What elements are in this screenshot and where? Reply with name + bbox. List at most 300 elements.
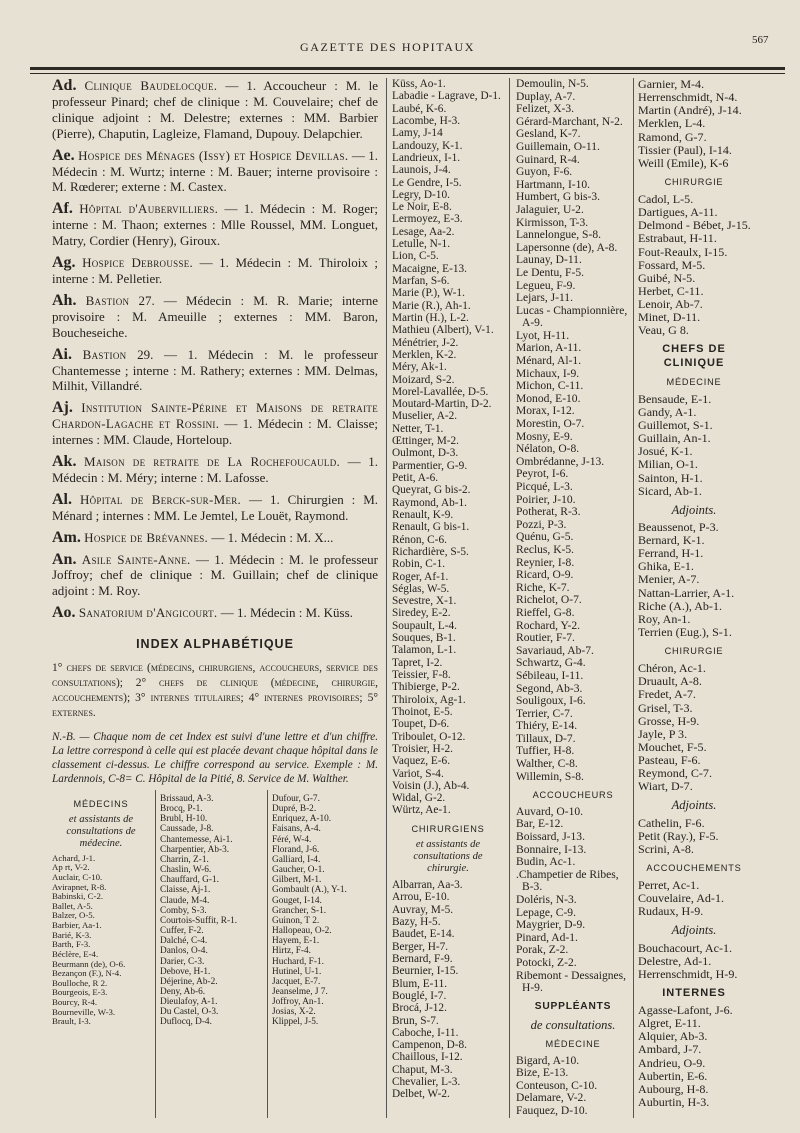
index-entry: Parmentier, G-9. <box>392 459 468 472</box>
index-entry: Jayle, P 3. <box>638 726 688 741</box>
index-entry: Porak, Z-2. <box>516 944 569 957</box>
index-entry: Danlos, O-4. <box>160 946 208 957</box>
index-entry: Caussade, J-8. <box>160 824 214 835</box>
index-entry: Bensaude, E-1. <box>638 391 712 406</box>
index-entry: Siredey, E-2. <box>392 607 451 620</box>
index-entry: Le Noir, E-8. <box>392 201 452 214</box>
index-entry: Schwartz, G-4. <box>516 657 586 670</box>
index-entry: Milian, O-1. <box>638 457 698 472</box>
index-entry: Picqué, L-3. <box>516 481 573 493</box>
service-code: Af. <box>52 200 73 218</box>
index-entry: Brun, S-7. <box>392 1014 439 1027</box>
service-staff: — 1. Médecin : M. Thiroloix ; interne : M. Pelletier. <box>52 255 378 286</box>
index-entry: Rieffel, G-8. <box>516 606 575 619</box>
index-entry: Babinski, C-2. <box>52 891 104 902</box>
index-note-text: N.-B. — Chaque nom de cet Index est suivi d'une lettre et d'un chiffre. La lettre correspond à celle qui est placée devant chaque hôpital dans le classement ci-dessus. Le chiffre correspond au service. Exemple : M. Lardennois, C-8= C. Hôpital de la Pitié, 8. Service de M. Walther. <box>52 731 378 785</box>
index-entry: Guinon, T 2. <box>272 915 320 926</box>
index-entry: Duflocq, D-4. <box>160 1017 212 1028</box>
index-entry: Blum, E-11. <box>392 977 448 990</box>
index-entry: Letulle, N-1. <box>392 238 451 251</box>
index-entry: Thiroloix, Ag-1. <box>392 693 466 706</box>
index-entry: Sicard, Ab-1. <box>638 483 702 498</box>
index-entry: Bigard, A-10. <box>516 1054 580 1067</box>
index-entry: Campenon, D-8. <box>392 1039 467 1052</box>
index-entry: Claude, M-4. <box>160 895 210 906</box>
index-entry: Demoulin, N-5. <box>516 78 589 90</box>
index-entry: Guillemot, S-1. <box>638 418 713 432</box>
index-entry: Fauquez, D-10. <box>516 1104 588 1117</box>
index-entry: Maygrier, D-9. <box>516 919 586 932</box>
index-entry: Charrin, Z-1. <box>160 854 209 865</box>
index-entry: Peyrot, I-6. <box>516 468 569 481</box>
index-entry: Joffroy, An-1. <box>272 997 324 1008</box>
service-code: Ak. <box>52 453 77 471</box>
service-entry <box>52 293 378 341</box>
institution-name: Bastion <box>85 292 130 308</box>
index-entry: Felizet, X-3. <box>516 103 575 116</box>
index-entry: Dufour, G-7. <box>272 794 320 804</box>
index-entry: Veau, G 8. <box>638 323 689 338</box>
index-entry: Œttinger, M-2. <box>392 435 460 448</box>
header-rule-thin <box>30 73 785 74</box>
index-entry: Budin, Ac-1. <box>516 856 576 869</box>
index-entry: Beurmann (de), O-6. <box>52 958 126 969</box>
index-entry: Le Dentu, F-5. <box>516 266 584 279</box>
index-entry: Du Castel, O-3. <box>160 1007 219 1018</box>
index-entry: Aubourg, H-8. <box>638 1081 709 1096</box>
index-entry: Pinard, Ad-1. <box>516 931 578 944</box>
index-subheading: Adjoints. <box>671 798 717 813</box>
index-entry: Grancher, S-1. <box>272 905 327 916</box>
index-entry: Soupault, L-4. <box>392 619 457 632</box>
index-entry: Avirapnet, R-8. <box>52 881 107 892</box>
index-entry: Reclus, K-5. <box>516 543 575 556</box>
index-column-6 <box>638 78 750 1109</box>
index-entry: Lion, C-5. <box>392 250 439 263</box>
index-entry: Bourgeois, E-3. <box>52 987 108 998</box>
institution-name: Bastion <box>82 346 127 362</box>
index-section-heading: CHIRURGIE <box>664 646 724 656</box>
index-entry: Lejars, J-11. <box>516 292 573 305</box>
index-section-heading: MÉDECINE <box>545 1038 601 1049</box>
index-entry: Robin, C-1. <box>392 558 446 571</box>
column-rule <box>509 78 510 1118</box>
index-entry: Muselier, A-2. <box>392 410 458 423</box>
index-entry: Ombrédanne, J-13. <box>516 455 605 468</box>
index-section-heading: ACCOUCHEMENTS <box>646 862 742 873</box>
index-entry: Potocki, Z-2. <box>516 956 577 969</box>
index-entry: Quénu, G-5. <box>516 531 574 544</box>
index-entry: Brissaud, A-3. <box>160 794 214 804</box>
index-entry: Josias, X-2. <box>272 1007 316 1018</box>
institution-name: Asile Sainte-Anne. <box>81 551 191 567</box>
index-entry: Comby, S-3. <box>160 905 207 916</box>
index-entry: Brault, I-3. <box>52 1016 91 1027</box>
index-entry: Gérard-Marchant, N-2. <box>516 115 623 128</box>
index-entry: Morestin, O-7. <box>516 418 585 431</box>
index-entry: Lesage, Aa-2. <box>392 225 455 238</box>
index-subheading: Adjoints. <box>671 923 717 938</box>
index-entry: Weill (Emile), K-6 <box>638 155 729 170</box>
index-entry: Richelot, O-7. <box>516 594 582 607</box>
institution-name: Clinique Baudelocque. <box>84 78 218 93</box>
index-entry: Lapersonne (de), A-8. <box>516 241 618 254</box>
index-entry: Segond, Ab-3. <box>516 682 583 695</box>
index-entry: Mouchet, F-5. <box>638 739 707 754</box>
index-entry: Guillemain, O-11. <box>516 140 600 153</box>
service-code: Am. <box>52 528 81 546</box>
service-entry <box>52 605 378 621</box>
index-entry: Lannelongue, S-8. <box>516 229 601 242</box>
index-entry: Arrou, E-10. <box>392 891 450 904</box>
index-entry: Ferrand, H-1. <box>638 546 704 561</box>
institution-name: Hôpital de Berck-sur-Mer. <box>79 491 242 507</box>
index-entry: Gesland, K-7. <box>516 128 581 141</box>
service-entry <box>52 347 378 395</box>
index-entry: Queyrat, G bis-2. <box>392 484 471 497</box>
index-entry: Dartigues, A-11. <box>638 205 718 220</box>
index-entry: Rénon, C-6. <box>392 533 447 546</box>
index-entry: Herrenschmidt, N-4. <box>638 90 738 105</box>
index-section-heading: CHEFS DE CLINIQUE <box>662 343 726 369</box>
index-entry: Moizard, S-2. <box>392 373 455 386</box>
index-entry: Delamare, V-2. <box>516 1092 587 1105</box>
index-entry: Barié, K-3. <box>52 929 92 940</box>
index-entry: Estrabaut, H-11. <box>638 231 717 246</box>
index-entry: Barth, F-3. <box>52 939 91 950</box>
index-entry: Merklen, K-2. <box>392 348 457 361</box>
index-entry: Gaucher, O-1. <box>272 865 325 876</box>
service-code: An. <box>52 550 77 568</box>
index-entry: Alquier, Ab-3. <box>638 1029 708 1044</box>
index-entry: Oulmont, D-3. <box>392 447 459 460</box>
service-staff: — 1. Médecin : M. Küss. <box>217 605 353 621</box>
index-entry: Potherat, R-3. <box>516 506 581 519</box>
index-section-heading: CHIRURGIE <box>664 176 724 187</box>
index-entry: Lacombe, H-3. <box>392 114 461 127</box>
index-entry: Barbier, Aa-1. <box>52 920 102 930</box>
index-entry: Delbet, W-2. <box>392 1088 450 1101</box>
index-entry: Agasse-Lafont, J-6. <box>638 1003 733 1017</box>
index-entry: Ballet, A-5. <box>52 900 93 911</box>
index-entry: Willemin, S-8. <box>516 770 584 783</box>
index-entry: Martin (H.), L-2. <box>392 311 469 324</box>
institution-name: Institution Sainte-Périne et Maisons de retraite Chardon-Lagache et Rossini. <box>52 400 378 432</box>
index-entry: Terrier, C-7. <box>516 707 573 720</box>
index-entry: Teissier, F-8. <box>392 669 451 681</box>
service-staff: — 1. Médecin : M. le professeur Joffroy; chef de clinique : M. Guillain; chef de clinique adjoint : M. Roy. <box>52 551 378 599</box>
page-number: 567 <box>752 34 769 46</box>
index-entry: Hartmann, I-10. <box>516 178 591 191</box>
index-entry: Delmond - Bébet, J-15. <box>638 218 751 233</box>
index-entry: Roger, Af-1. <box>392 570 449 583</box>
index-section-heading: MÉDECINS <box>73 799 129 809</box>
index-entry: Scrini, A-8. <box>638 841 694 856</box>
institution-name: Sanatorium d'Angicourt. <box>78 605 218 621</box>
index-entry: Bazy, H-5. <box>392 916 441 928</box>
index-subheading: Adjoints. <box>671 502 717 517</box>
index-entry: Hayem, E-1. <box>272 936 320 947</box>
index-entry: .Champetier de Ribes, B-3. <box>516 868 619 894</box>
service-code: Ah. <box>52 291 77 309</box>
index-subheading: de consultations. <box>530 1018 616 1033</box>
services-column <box>52 78 378 786</box>
index-entry: Humbert, G bis-3. <box>516 191 601 204</box>
index-entry: Gilbert, M-1. <box>272 875 322 886</box>
index-legend: 1° chefs de service (médecins, chirurgiens, accoucheurs, service des consultations); 2° chefs de clinique (médecine, chirurgie, accouchements); 3° internes titulaires; 4° internes provisoires; 5° externes. <box>52 662 378 720</box>
index-entry: Enriquez, A-10. <box>272 814 332 825</box>
index-entry: Le Gendre, I-5. <box>392 176 462 189</box>
index-entry: Albarran, Aa-3. <box>392 879 463 892</box>
index-entry: Huchard, F-1. <box>272 956 324 967</box>
index-column-2 <box>160 794 266 1028</box>
index-entry: Marion, A-11. <box>516 342 582 355</box>
index-entry: Faisans, A-4. <box>272 824 321 835</box>
index-entry: Chaput, M-3. <box>392 1063 453 1076</box>
column-rule <box>267 790 268 1118</box>
index-entry: Tapret, I-2. <box>392 656 443 669</box>
index-entry: Brocá, J-12. <box>392 1002 447 1015</box>
index-entry: Duplay, A-7. <box>516 90 576 103</box>
index-entry: Minet, D-11. <box>638 310 701 325</box>
service-entry <box>52 552 378 600</box>
index-entry: Bonnaire, I-13. <box>516 843 587 856</box>
index-entry: Sébileau, I-11. <box>516 669 584 682</box>
index-entry: Darier, C-3. <box>160 956 205 967</box>
index-entry: Gouget, I-14. <box>272 895 322 906</box>
index-entry: Souligoux, I-6. <box>516 695 586 708</box>
index-entry: Bouchacourt, Ac-1. <box>638 940 733 955</box>
index-entry: Bourneville, W-3. <box>52 1006 116 1017</box>
index-entry: Ghika, E-1. <box>638 559 694 574</box>
index-entry: Doléris, N-3. <box>516 894 577 906</box>
index-entry: Ramond, G-7. <box>638 129 707 144</box>
index-entry: Menier, A-7. <box>638 572 700 587</box>
index-entry: Widal, G-2. <box>392 792 446 805</box>
index-entry: Riche (A.), Ab-1. <box>638 598 722 613</box>
index-entry: Brubl, H-10. <box>160 814 208 825</box>
index-entry: Richardière, S-5. <box>392 545 469 558</box>
index-entry: Bernard, F-9. <box>392 952 453 965</box>
index-entry: Claisse, Aj-1. <box>160 885 211 896</box>
index-entry: Souques, B-1. <box>392 632 456 645</box>
index-entry: Ménétrier, J-2. <box>392 336 459 349</box>
index-entry: Dupré, B-2. <box>272 804 317 815</box>
index-entry: Cadol, L-5. <box>638 192 694 206</box>
index-entry: Algret, E-11. <box>638 1016 701 1031</box>
index-column-5 <box>516 78 630 1118</box>
index-entry: Herbet, C-11. <box>638 283 704 298</box>
index-entry: Monod, E-10. <box>516 392 581 405</box>
column-rule <box>155 790 156 1118</box>
index-entry: Chauffard, G-1. <box>160 875 219 886</box>
index-entry: Pozzi, P-3. <box>516 518 567 531</box>
index-entry: Ménard, Al-1. <box>516 355 582 368</box>
index-entry: Galliard, I-4. <box>272 854 321 865</box>
index-entry: Triboulet, O-12. <box>392 730 466 743</box>
index-entry: Guinard, R-4. <box>516 153 580 166</box>
index-entry: Ap rt, V-2. <box>52 862 90 873</box>
index-entry: Aubertin, E-6. <box>638 1068 708 1083</box>
index-entry: Landouzy, K-1. <box>392 139 463 152</box>
index-entry: Druault, A-8. <box>638 674 702 689</box>
index-entry: Debove, H-1. <box>160 966 211 977</box>
index-entry: Guibé, N-5. <box>638 270 696 285</box>
service-staff: — 1. Médecin : M. Méry; interne : M. Lafosse. <box>52 454 378 485</box>
index-entry: Berger, H-7. <box>392 940 449 953</box>
index-entry: Tuffier, H-8. <box>516 745 575 758</box>
index-entry: Guillain, An-1. <box>638 431 711 446</box>
service-entry <box>52 530 378 546</box>
index-entry: Charpentier, Ab-3. <box>160 844 230 855</box>
index-entry: Morax, I-12. <box>516 405 575 418</box>
index-section-heading: MÉDECINE <box>666 376 722 387</box>
index-entry: Macaigne, E-13. <box>392 262 467 275</box>
service-code: Al. <box>52 490 72 508</box>
index-entry: Tillaux, D-7. <box>516 732 576 745</box>
index-entry: Bezançon (F.), N-4. <box>52 968 122 979</box>
index-entry: Auclair, C-10. <box>52 871 103 882</box>
index-entry: Déjerine, Ab-2. <box>160 976 218 987</box>
index-entry: Martin (André), J-14. <box>638 103 742 118</box>
index-entry: Walther, C-8. <box>516 758 578 771</box>
index-entry: Ambard, J-7. <box>638 1042 702 1057</box>
service-staff: — 1. Médecin : M. Roger; interne : M. Thaon; externes : Mlle Roussel, MM. Longuet, Matry, Cordier (Henry), Giroux. <box>52 201 379 249</box>
index-entry: Fredet, A-7. <box>638 687 696 702</box>
index-entry: Séglas, W-5. <box>392 582 450 595</box>
index-entry: Michaux, I-9. <box>516 367 580 380</box>
index-entry: Renault, K-9. <box>392 508 454 521</box>
index-entry: Beurnier, I-15. <box>392 965 459 978</box>
index-entry: Deny, Ab-6. <box>160 986 206 997</box>
index-note <box>52 731 378 786</box>
index-entry: Thibierge, P-2. <box>392 681 460 694</box>
index-entry: Auvard, O-10. <box>516 805 584 818</box>
index-entry: Reymond, C-7. <box>638 766 712 781</box>
service-staff: — 1. Médecin : M. X... <box>208 529 334 545</box>
institution-name: Hospice Debrousse. <box>82 255 194 271</box>
index-entry: Klippel, J-5. <box>272 1017 319 1028</box>
index-entry: Bouglé, I-7. <box>392 989 447 1002</box>
index-entry: Reynier, I-8. <box>516 556 575 569</box>
index-entry: Auvray, M-5. <box>392 903 454 916</box>
index-entry: Féré, W-4. <box>272 834 312 845</box>
service-entry <box>52 454 378 486</box>
index-entry: Caboche, I-11. <box>392 1026 459 1039</box>
index-entry: Bourcy, R-4. <box>52 997 98 1007</box>
service-entry <box>52 78 378 142</box>
index-entry: Würtz, Ae-1. <box>392 804 451 817</box>
index-entry: Voisin (J.), Ab-4. <box>392 779 470 792</box>
index-entry: Hirtz, F-4. <box>272 946 311 957</box>
index-entry: Boulloche, R 2. <box>52 977 108 988</box>
index-entry: Cathelin, F-6. <box>638 815 705 830</box>
index-entry: Grosse, H-9. <box>638 713 700 728</box>
index-entry: Launay, D-11. <box>516 254 582 267</box>
index-entry: Merklen, L-4. <box>638 116 706 131</box>
index-entry: Küss, Ao-1. <box>392 78 446 90</box>
index-entry: Hallopeau, O-2. <box>272 926 332 937</box>
index-entry: Morel-Lavallée, D-5. <box>392 385 489 398</box>
index-entry: Courtois-Suffit, R-1. <box>160 915 238 926</box>
running-head: GAZETTE DES HOPITAUX <box>300 40 476 54</box>
index-entry: Nattan-Larrier, A-1. <box>638 585 735 600</box>
index-entry: Delestre, Ad-1. <box>638 953 712 968</box>
services-list <box>52 78 378 621</box>
index-entry: Hutinel, U-1. <box>272 966 322 977</box>
index-entry: Kirmisson, T-3. <box>516 216 589 229</box>
index-entry: Lermoyez, E-3. <box>392 213 463 226</box>
column-rule <box>633 78 634 1118</box>
index-entry: Terrien (Eug.), S-1. <box>638 624 732 639</box>
index-entry: Moutard-Martin, D-2. <box>392 398 492 411</box>
index-entry: Thiéry, E-14. <box>516 720 578 733</box>
index-entry: Landrieux, I-1. <box>392 151 461 164</box>
index-entry: Béclère, E-4. <box>52 948 99 959</box>
index-section-heading: ACCOUCHEURS <box>532 790 614 801</box>
index-entry: Florand, J-6. <box>272 844 320 855</box>
index-entry: Lyot, H-11. <box>516 329 570 342</box>
service-entry <box>52 255 378 287</box>
index-entry: Chevalier, L-3. <box>392 1076 461 1089</box>
index-entry: Lenoir, Ab-7. <box>638 297 703 311</box>
index-entry: Fout-Reaulx, I-15. <box>638 244 728 259</box>
index-entry: Dieulafoy, A-1. <box>160 997 218 1008</box>
service-entry <box>52 148 378 196</box>
service-staff: — 1. Accoucheur : M. le professeur Pinard; chef de clinique : M. Couvelaire; chef de clinique adjoint : M. Delestre; externes : MM. Barbier (Pierre), Chaputin, Lagleize, Flamand, Dupouy. Delapchier. <box>52 78 379 141</box>
index-entry: Chaillous, I-12. <box>392 1051 463 1064</box>
index-entry: Guyon, F-6. <box>516 166 573 179</box>
service-staff: 27. — Médecin : M. R. Marie; interne provisoire : M. Ameuille ; externes : MM. Baron, Boucheseiche. <box>52 292 378 340</box>
index-entry: Marfan, S-6. <box>392 275 450 287</box>
service-code: Ai. <box>52 345 72 363</box>
index-title: INDEX ALPHABÉTIQUE <box>136 637 294 652</box>
service-staff: 29. — 1. Médecin : M. le professeur Chantemesse ; interne : M. Rathery; externes : MM. Delmas, Milhit, Villandré. <box>52 346 379 394</box>
index-column-3 <box>272 794 382 1028</box>
service-staff: — 1. Chirurgien : M. Ménard ; internes : MM. Le Jemtel, Le Louët, Raymond. <box>52 491 379 523</box>
index-entry: Marie (P.), W-1. <box>392 287 465 300</box>
index-entry: Chantemesse, Ai-1. <box>160 834 233 845</box>
index-section-heading: SUPPLÉANTS <box>534 1000 612 1012</box>
header-rule-thick <box>30 67 785 70</box>
index-entry: Labadie - Lagrave, D-1. <box>392 90 501 103</box>
index-entry: Launois, J-4. <box>392 164 451 177</box>
institution-name: Hospice des Ménages (Issy) et Hospice Devillas. <box>78 147 349 163</box>
index-entry: Méry, Ak-1. <box>392 361 447 374</box>
index-entry: Legueu, F-9. <box>516 279 576 292</box>
service-entry <box>52 201 378 249</box>
index-entry: Thoinot, E-5. <box>392 705 453 718</box>
index-entry: Netter, T-1. <box>392 422 444 435</box>
index-entry: Legry, D-10. <box>392 188 450 201</box>
index-entry: Couvelaire, Ad-1. <box>638 891 724 906</box>
index-entry: Nélaton, O-8. <box>516 443 580 456</box>
index-entry: Pasteau, F-6. <box>638 753 701 767</box>
index-entry: Boissard, J-13. <box>516 831 585 844</box>
service-staff: — 1. Médecin : M. Wurtz; interne : M. Bauer; interne provisoire : M. Rœderer; externe : M. Castex. <box>52 147 379 195</box>
institution-name: Hospice de Brévannes. <box>84 529 209 545</box>
index-column-4 <box>392 78 504 1101</box>
index-entry: Petit, A-6. <box>392 472 439 484</box>
index-entry: Jalaguier, U-2. <box>516 203 584 216</box>
index-entry: Ricard, O-9. <box>516 569 574 582</box>
index-entry: Conteuson, C-10. <box>516 1079 598 1092</box>
index-entry: Josué, K-1. <box>638 444 693 459</box>
service-code: Ae. <box>52 146 75 164</box>
index-entry: Sevestre, X-1. <box>392 595 457 608</box>
index-entry: Fossard, M-5. <box>638 257 706 272</box>
index-entry: Mathieu (Albert), V-1. <box>392 324 494 337</box>
